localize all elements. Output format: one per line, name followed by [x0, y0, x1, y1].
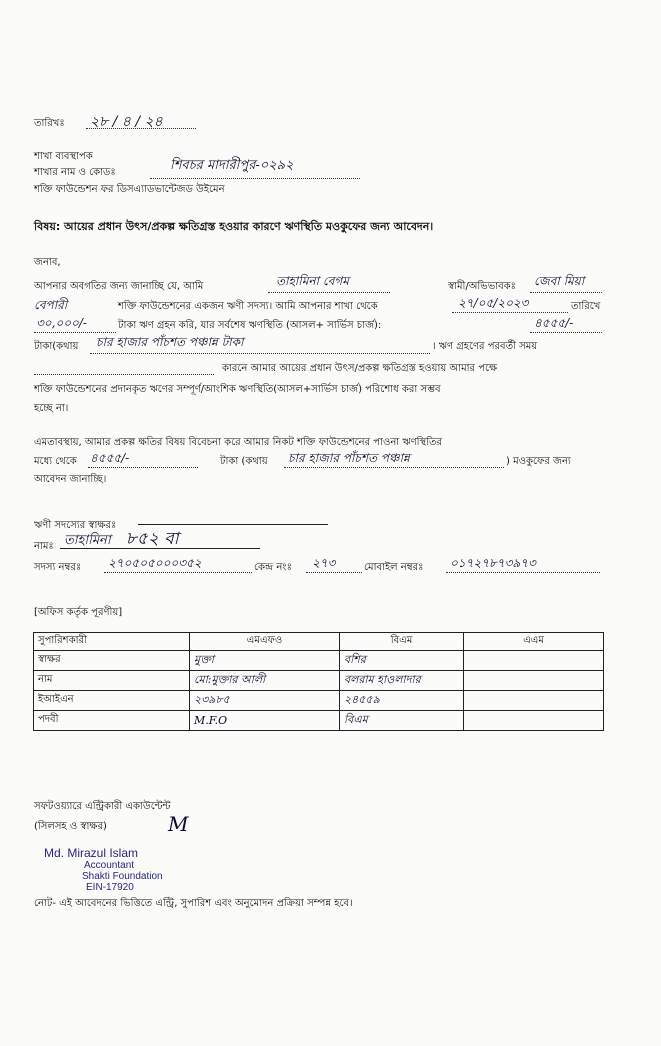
- loan-balance-field[interactable]: [530, 312, 602, 333]
- guardian-name-value: জেবা মিয়া: [534, 274, 585, 288]
- balance-in-words-field[interactable]: [90, 331, 430, 354]
- para2-line2-text-a: মধ্যে থেকে: [34, 456, 77, 467]
- office-cell-value: মুক্তা: [194, 653, 214, 666]
- office-cell-mfo[interactable]: [190, 651, 340, 671]
- para1-line2-text-a: শক্তি ফাউন্ডেশনের একজন ঋণী সদস্য। আমি আপনার শাখা থেকে: [118, 301, 378, 312]
- loan-amount-field[interactable]: [34, 312, 116, 333]
- footer-note: নোট- এই আবেদনের ভিত্তিতে এন্ট্রি, সুপারিশ এবং অনুমোদন প্রক্রিয়া সম্পন্ন হবে।: [34, 898, 353, 909]
- member-name-label: নামঃ: [34, 541, 54, 552]
- guardian-name-cont-value: বেপারী: [34, 298, 68, 312]
- member-name-field[interactable]: [60, 526, 260, 549]
- para1-line6-text: শক্তি ফাউন্ডেশনের প্রদানকৃত ঋণের সম্পূর্ণ/আংশিক ঋণস্থিতি(আসল+সার্ভিস চার্জ) পরিশোধ করা সম্ভব: [34, 384, 441, 395]
- loan-amount-value: ৩০,০০০/-: [36, 316, 87, 330]
- accountant-signature: M: [168, 812, 189, 836]
- office-heading: [অফিস কর্তৃক পূরণীয়]: [34, 607, 123, 618]
- office-cell-am[interactable]: [464, 671, 604, 691]
- mobile-number-label: মোবাইল নম্বরঃ: [364, 562, 424, 573]
- office-cell-bm[interactable]: [340, 711, 464, 731]
- office-cell-bm[interactable]: [340, 691, 464, 711]
- branch-name-code-value: শিবচর মাদারীপুর-০২৯২: [170, 158, 294, 173]
- office-cell-bm[interactable]: [340, 671, 464, 691]
- para1-line1-text-b: স্বামী/অভিভাবকঃ: [448, 281, 516, 292]
- para2-line2-text-c: ) মওকুফের জন্য: [506, 456, 571, 467]
- mobile-number-value: ০১৭২৭৮৭৩৯৭৩: [450, 556, 536, 570]
- member-signature-value: ৮৫২ বা: [125, 529, 179, 549]
- accountant-stamp: [44, 846, 163, 893]
- date-label: তারিখঃ: [34, 118, 65, 129]
- para2-line2-text-b: টাকা (কথায়: [220, 456, 268, 467]
- office-cell-value: মো:মুক্তার আলী: [194, 673, 266, 686]
- office-cell-mfo[interactable]: [190, 691, 340, 711]
- stamp-org: Shakti Foundation: [82, 871, 163, 882]
- office-cell-mfo[interactable]: [190, 671, 340, 691]
- waiver-in-words-value: চার হাজার পাঁচশত পঞ্চান্ন: [288, 451, 410, 465]
- stamp-role: Accountant: [84, 860, 135, 871]
- applicant-name-value: তাহামিনা বেগম: [276, 274, 349, 288]
- office-table-header-row: [34, 633, 604, 651]
- office-row-label: স্বাক্ষর: [34, 651, 190, 671]
- branch-name-code-field[interactable]: [150, 154, 360, 179]
- member-signature-field[interactable]: [138, 506, 328, 525]
- waiver-in-words-field[interactable]: [284, 447, 504, 468]
- para1-line2-text-b: তারিখে: [571, 301, 601, 312]
- para2-line1-text: এমতাবস্থায়, আমার প্রকল্প ক্ষতির বিষয় বিবেচনা করে আমার নিকট শক্তি ফাউন্ডেশনের পাওনা ঋণস্থিতির: [34, 437, 443, 448]
- date-field[interactable]: [86, 110, 196, 129]
- guardian-name-cont-field[interactable]: [34, 294, 116, 312]
- loan-balance-value: ৪৫৫৫/-: [534, 316, 574, 330]
- office-row-label: ইআইএন: [34, 691, 190, 711]
- office-row-label: পদবী: [34, 711, 190, 731]
- para1-line7-text: হচ্ছে না।: [34, 403, 69, 414]
- stamp-ein: EIN-17920: [86, 882, 134, 893]
- member-number-label: সদস্য নম্বরঃ: [34, 562, 82, 573]
- office-cell-value: বলরাম হাওলাদার: [344, 673, 421, 686]
- office-col-header: এএম: [464, 633, 604, 651]
- center-number-field[interactable]: [306, 552, 362, 573]
- para1-line4-text-b: । ঋণ গ্রহণের পরবর্তী সময়: [432, 341, 538, 352]
- center-number-value: ২৭৩: [312, 556, 336, 570]
- applicant-name-field[interactable]: [268, 270, 390, 293]
- center-number-label: কেন্দ্র নংঃ: [254, 562, 292, 573]
- office-cell-value: ২৪৫৫৯: [344, 693, 380, 706]
- accountant-seal-label: (সিলসহ ও স্বাক্ষর): [34, 821, 107, 832]
- member-name-value: তাহামিনা: [64, 533, 111, 548]
- office-col-header: বিএম: [340, 633, 464, 651]
- office-cell-mfo[interactable]: [190, 711, 340, 731]
- office-table: [33, 632, 604, 731]
- balance-in-words-value: চার হাজার পাঁচশত পঞ্চান্ন টাকা: [96, 335, 244, 349]
- mobile-number-field[interactable]: [446, 552, 600, 573]
- branch-name-code-label: শাখার নাম ও কোডঃ: [34, 167, 116, 178]
- loan-date-field[interactable]: [452, 292, 568, 313]
- office-table-row: [34, 651, 604, 671]
- reason-field[interactable]: [34, 362, 214, 375]
- office-cell-am[interactable]: [464, 651, 604, 671]
- para2-line3-text: আবেদন জানাচ্ছি।: [34, 474, 107, 485]
- para1-line3-text: টাকা ঋণ গ্রহন করি, যার সর্বশেষ ঋণস্থিতি (আসল+ সার্ভিস চার্জ):: [118, 320, 382, 331]
- subject-line: বিষয়: আয়ের প্রধান উৎস/প্রকল্প ক্ষতিগ্রস্ত হওয়ার কারণে ঋণস্থিতি মওকুফের জন্য আবেদন।: [34, 220, 434, 233]
- office-cell-am[interactable]: [464, 691, 604, 711]
- office-col-header: সুপারিশকারী: [34, 633, 190, 651]
- salutation: জনাব,: [34, 257, 61, 268]
- org-line: শক্তি ফাউন্ডেশন ফর ডিসএ্যাডভান্টেজড উইমেন: [34, 184, 225, 195]
- stamp-name: Md. Mirazul Islam: [44, 846, 139, 860]
- branch-manager-label: শাখা ব্যবস্থাপক: [34, 151, 93, 162]
- office-cell-value: ২৩৯৮৫: [194, 693, 230, 706]
- office-table-row: [34, 711, 604, 731]
- office-cell-value: বিএম: [344, 713, 368, 726]
- member-number-field[interactable]: [104, 552, 252, 573]
- para1-line4-text-a: টাকা(কথায়: [34, 341, 79, 352]
- waiver-amount-value: ৪৫৫৫/-: [90, 451, 130, 465]
- accountant-title: সফটওয়্যারে এন্ট্রিকারী একাউন্টেন্ট: [34, 801, 171, 812]
- loan-date-value: ২৭/০৫/২০২৩: [458, 296, 529, 310]
- date-value: ২৮ / ৪ / ২৪: [90, 114, 163, 130]
- office-cell-bm[interactable]: [340, 651, 464, 671]
- office-table-row: [34, 671, 604, 691]
- para1-line1-text-a: আপনার অবগতির জন্য জানাচ্ছি যে, আমি: [34, 281, 204, 292]
- office-cell-value: বশির: [344, 653, 366, 666]
- guardian-name-field[interactable]: [530, 270, 602, 293]
- member-number-value: ২৭০৫০৫০০০৩৫২: [108, 556, 202, 570]
- office-row-label: নাম: [34, 671, 190, 691]
- member-signature-label: ঋণী সদস্যের স্বাক্ষরঃ: [34, 520, 117, 531]
- office-table-row: [34, 691, 604, 711]
- office-cell-am[interactable]: [464, 711, 604, 731]
- office-cell-value: M.F.O: [194, 714, 228, 727]
- office-col-header: এমএফও: [190, 633, 340, 651]
- para1-line5-text: কারনে আমার আয়ের প্রধান উৎস/প্রকল্প ক্ষতিগ্রস্ত হওয়ায় আমার পক্ষে: [222, 363, 498, 374]
- waiver-amount-field[interactable]: [88, 447, 198, 468]
